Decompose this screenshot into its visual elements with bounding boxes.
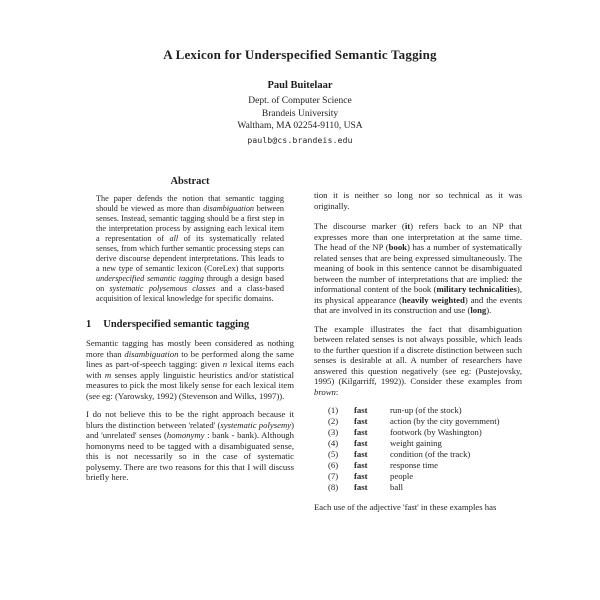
example-item [328,427,522,438]
example-item [328,482,522,493]
author-name: Paul Buitelaar [267,80,333,91]
example-item [328,405,522,416]
example-number: (5) [328,449,339,459]
example-word: fast [354,438,368,448]
example-description: ball [390,482,404,492]
example-item [328,449,522,460]
author-address: Waltham, MA 02254-9110, USA [237,121,363,131]
examples-list [328,405,522,493]
example-number: (6) [328,460,339,470]
paper-title: A Lexicon for Underspecified Semantic Tagging [163,47,437,62]
author-department: Dept. of Computer Science [248,96,352,106]
left-column [86,176,294,600]
example-description: condition (of the track) [390,449,471,459]
example-word: fast [354,471,368,481]
section-1-paragraph: I do not believe this to be the right approach because it blurs the distinction between 'related' (systematic polysemy) and 'unrelated' senses (homonymy : bank - bank). Although homonyms need to be tagged with a disambiguated sense, this is not necessarily so in the case of systematic polysemy. There are two reasons for this that I will discuss briefly here. [86,409,294,482]
section-1-number: 1 [86,319,92,330]
abstract-heading: Abstract [170,176,210,187]
example-description: footwork (by Washington) [390,427,482,437]
example-item [328,438,522,449]
section-1-paragraph: Semantic tagging has mostly been considered as nothing more than disambiguation to be performed along the same lines as part-of-speech tagging: given n lexical items each with m senses apply linguistic heuristics and/or statistical measures to pick the most likely sense for each lexical item (see eg: (Yarowsky, 1992) (Stevenson and Wilks, 1997)). [86,338,294,401]
body-paragraph: The discourse marker (it) refers back to an NP that expresses more than one interpretation at the same time. The head of the NP (book) has a number of systematically related senses that are being expressed simultaneously. The meaning of book in this sentence cannot be disambiguated between the number of interpretations that are implied: the informational content of the book (military technicalities), its physical appearance (heavily weighted) and the events that are involved in its construction and use (long). [314,221,522,315]
example-number: (8) [328,482,339,492]
example-description: run-up (of the stock) [390,405,462,415]
example-description: response time [390,460,439,470]
example-description: people [390,471,414,481]
continuation-paragraph: tion it is neither so long nor so technical as it was originally. [314,190,522,211]
example-number: (2) [328,416,339,426]
example-item [328,460,522,471]
author-email: paulb@cs.brandeis.edu [247,135,353,145]
example-number: (3) [328,427,339,437]
closing-paragraph: Each use of the adjective 'fast' in these examples has [314,502,497,512]
author-university: Brandeis University [261,108,339,119]
example-word: fast [354,460,368,470]
right-column [314,190,522,600]
example-word: fast [354,482,368,492]
example-number: (4) [328,438,339,448]
abstract-text: The paper defends the notion that semantic tagging should be viewed as more than disambiguation between senses. Instead, semantic tagging should be a first step in the interpretation process by assigning each lexical item a representation of all of its systematically related senses, from which further semantic processing steps can derive discourse dependent interpretations. This leads to a new type of semantic lexicon (CoreLex) that supports underspecified semantic tagging through a design based on systematic polysemous classes and a class-based acquisition of lexical knowledge for specific domains. [96,194,284,303]
example-word: fast [354,405,368,415]
example-description: action (by the city government) [390,416,500,426]
example-item [328,471,522,482]
example-word: fast [354,427,368,437]
example-word: fast [354,416,368,426]
section-1-title: Underspecified semantic tagging [103,319,250,330]
body-paragraph: The example illustrates the fact that disambiguation between related senses is not always possible, which leads to the further question if a discrete distinction between such senses is desirable at all. A number of researchers have answered this question negatively (see eg: (Pustejovsky, 1995) (Kilgarriff, 1992)). Consider these examples from brown: [314,323,522,397]
section-1-heading [86,319,294,330]
abstract-section [86,176,294,304]
example-word: fast [354,449,368,459]
example-number: (1) [328,405,339,415]
example-item [328,416,522,427]
example-number: (7) [328,471,339,481]
example-description: weight gaining [390,438,442,448]
author-block [0,80,600,145]
